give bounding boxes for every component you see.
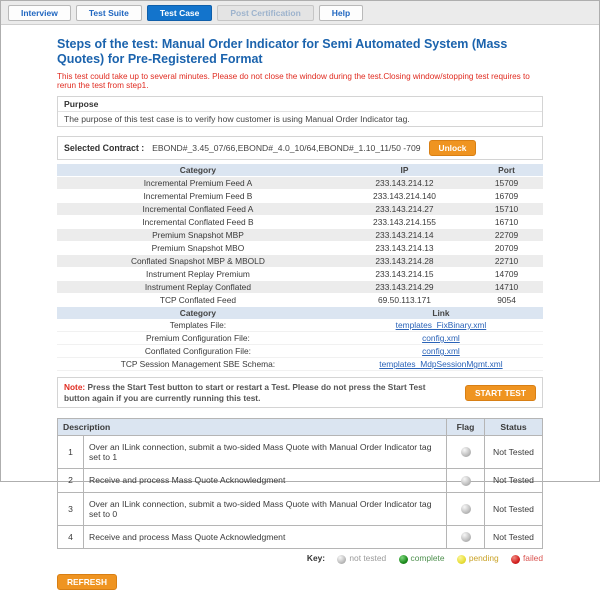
- refresh-button[interactable]: REFRESH: [57, 574, 117, 590]
- link-category: Conflated Configuration File:: [57, 345, 339, 358]
- tab-test-case[interactable]: Test Case: [147, 5, 213, 21]
- complete-dot-icon: [399, 555, 408, 564]
- note-label: Note:: [64, 382, 86, 392]
- feed-header-ip: IP: [339, 164, 470, 177]
- steps-header-status: Status: [485, 419, 543, 436]
- key-pending: pending: [468, 553, 499, 564]
- tab-bar: [1, 1, 599, 25]
- pending-dot-icon: [457, 555, 466, 564]
- step-row: [58, 525, 543, 549]
- selected-contract-box: [57, 136, 543, 160]
- step-status: Not Tested: [485, 492, 543, 525]
- step-status: Not Tested: [485, 525, 543, 549]
- table-row: [57, 190, 543, 203]
- table-row: [57, 332, 543, 345]
- feed-category: Incremental Premium Feed B: [57, 190, 339, 203]
- key-label: Key:: [306, 553, 326, 564]
- feed-category: Incremental Premium Feed A: [57, 177, 339, 190]
- unlock-button[interactable]: Unlock: [429, 140, 477, 156]
- purpose-header: Purpose: [58, 97, 542, 112]
- table-row: [57, 242, 543, 255]
- status-key-legend: [57, 553, 543, 563]
- link-table: [57, 307, 543, 371]
- main-content: [1, 25, 599, 590]
- link-header-link: Link: [339, 307, 543, 319]
- feed-port: 22709: [470, 229, 543, 242]
- link-header-category: Category: [57, 307, 339, 319]
- table-row: [57, 358, 543, 371]
- feed-ip: 233.143.214.12: [339, 177, 470, 190]
- step-row: [58, 436, 543, 469]
- link-category: TCP Session Management SBE Schema:: [57, 358, 339, 371]
- page-title: Steps of the test: Manual Order Indicator for Semi Automated System (Mass Quotes) for Pre-Registered Format: [57, 37, 508, 66]
- link-table-header: [57, 307, 543, 319]
- start-test-button[interactable]: START TEST: [465, 385, 536, 401]
- flag-not-tested-icon: [461, 476, 471, 486]
- purpose-box: [57, 96, 543, 127]
- feed-port: 15709: [470, 177, 543, 190]
- feed-category: Instrument Replay Premium: [57, 268, 339, 281]
- step-number: 4: [58, 525, 84, 549]
- step-row: [58, 469, 543, 493]
- flag-not-tested-icon: [461, 447, 471, 457]
- feed-port: 14710: [470, 281, 543, 294]
- table-row: [57, 229, 543, 242]
- note-text: [64, 382, 465, 403]
- feed-header-port: Port: [470, 164, 543, 177]
- feed-port: 16709: [470, 190, 543, 203]
- table-row: [57, 319, 543, 332]
- step-number: 2: [58, 469, 84, 493]
- failed-dot-icon: [511, 555, 520, 564]
- table-row: [57, 255, 543, 268]
- selected-contract-label: Selected Contract :: [64, 143, 145, 153]
- flag-not-tested-icon: [461, 532, 471, 542]
- feed-category: Premium Snapshot MBO: [57, 242, 339, 255]
- feed-category: Conflated Snapshot MBP & MBOLD: [57, 255, 339, 268]
- step-row: [58, 492, 543, 525]
- feed-ip: 233.143.214.14: [339, 229, 470, 242]
- feed-ip: 233.143.214.15: [339, 268, 470, 281]
- conflated-config-link[interactable]: config.xml: [422, 346, 460, 356]
- note-box: [57, 377, 543, 408]
- step-description: Receive and process Mass Quote Acknowledgment: [84, 469, 447, 493]
- steps-table: [57, 418, 543, 549]
- feed-port: 22710: [470, 255, 543, 268]
- purpose-text: The purpose of this test case is to verify how customer is using Manual Order Indicator tag.: [64, 114, 410, 124]
- step-description: Over an ILink connection, submit a two-sided Mass Quote with Manual Order Indicator tag set to 0: [84, 492, 447, 525]
- feed-ip: 233.143.214.28: [339, 255, 470, 268]
- key-complete: complete: [410, 553, 445, 564]
- table-row: [57, 177, 543, 190]
- feed-port: 16710: [470, 216, 543, 229]
- step-status: Not Tested: [485, 436, 543, 469]
- table-row: [57, 216, 543, 229]
- feed-ip: 233.143.214.140: [339, 190, 470, 203]
- note-body: Press the Start Test button to start or restart a Test. Please do not press the Start Test button again if you are currently running this test.: [64, 382, 426, 403]
- tab-help[interactable]: Help: [319, 5, 363, 21]
- feed-ip: 69.50.113.171: [339, 294, 470, 307]
- key-not-tested: not tested: [349, 553, 387, 564]
- table-row: [57, 345, 543, 358]
- steps-header-description: Description: [58, 419, 447, 436]
- tab-test-suite[interactable]: Test Suite: [76, 5, 142, 21]
- feed-port: 15710: [470, 203, 543, 216]
- link-category: Premium Configuration File:: [57, 332, 339, 345]
- table-row: [57, 203, 543, 216]
- feed-category: Incremental Conflated Feed B: [57, 216, 339, 229]
- sbe-schema-link[interactable]: templates_MdpSessionMgmt.xml: [379, 359, 503, 369]
- selected-contract-value: EBOND#_3.45_07/66,EBOND#_4.0_10/64,EBOND#_1.10_11/50 -709: [152, 143, 421, 153]
- feed-port: 20709: [470, 242, 543, 255]
- feed-category: Incremental Conflated Feed A: [57, 203, 339, 216]
- not-tested-dot-icon: [337, 555, 346, 564]
- step-number: 3: [58, 492, 84, 525]
- link-category: Templates File:: [57, 319, 339, 332]
- feed-port: 9054: [470, 294, 543, 307]
- feed-header-category: Category: [57, 164, 339, 177]
- flag-not-tested-icon: [461, 504, 471, 514]
- step-status: Not Tested: [485, 469, 543, 493]
- step-description: Over an ILink connection, submit a two-sided Mass Quote with Manual Order Indicator tag set to 1: [84, 436, 447, 469]
- key-failed: failed: [522, 553, 543, 564]
- table-row: [57, 281, 543, 294]
- feed-category: Instrument Replay Conflated: [57, 281, 339, 294]
- tab-post-certification: Post Certification: [217, 5, 313, 21]
- step-number: 1: [58, 436, 84, 469]
- templates-file-link[interactable]: templates_FixBinary.xml: [395, 320, 487, 330]
- warning-text: This test could take up to several minutes. Please do not close the window during the test.Closing window/stopping test requires to rerun the test from step1.: [57, 72, 530, 90]
- feed-ip: 233.143.214.155: [339, 216, 470, 229]
- table-row: [57, 294, 543, 307]
- feed-ip: 233.143.214.27: [339, 203, 470, 216]
- feed-category: Premium Snapshot MBP: [57, 229, 339, 242]
- table-row: [57, 268, 543, 281]
- tab-interview[interactable]: Interview: [8, 5, 71, 21]
- feed-table: [57, 164, 543, 307]
- feed-port: 14709: [470, 268, 543, 281]
- step-description: Receive and process Mass Quote Acknowledgment: [84, 525, 447, 549]
- feed-category: TCP Conflated Feed: [57, 294, 339, 307]
- feed-table-header: [57, 164, 543, 177]
- steps-table-header: [58, 419, 543, 436]
- steps-header-flag: Flag: [447, 419, 485, 436]
- feed-ip: 233.143.214.29: [339, 281, 470, 294]
- feed-ip: 233.143.214.13: [339, 242, 470, 255]
- premium-config-link[interactable]: config.xml: [422, 333, 460, 343]
